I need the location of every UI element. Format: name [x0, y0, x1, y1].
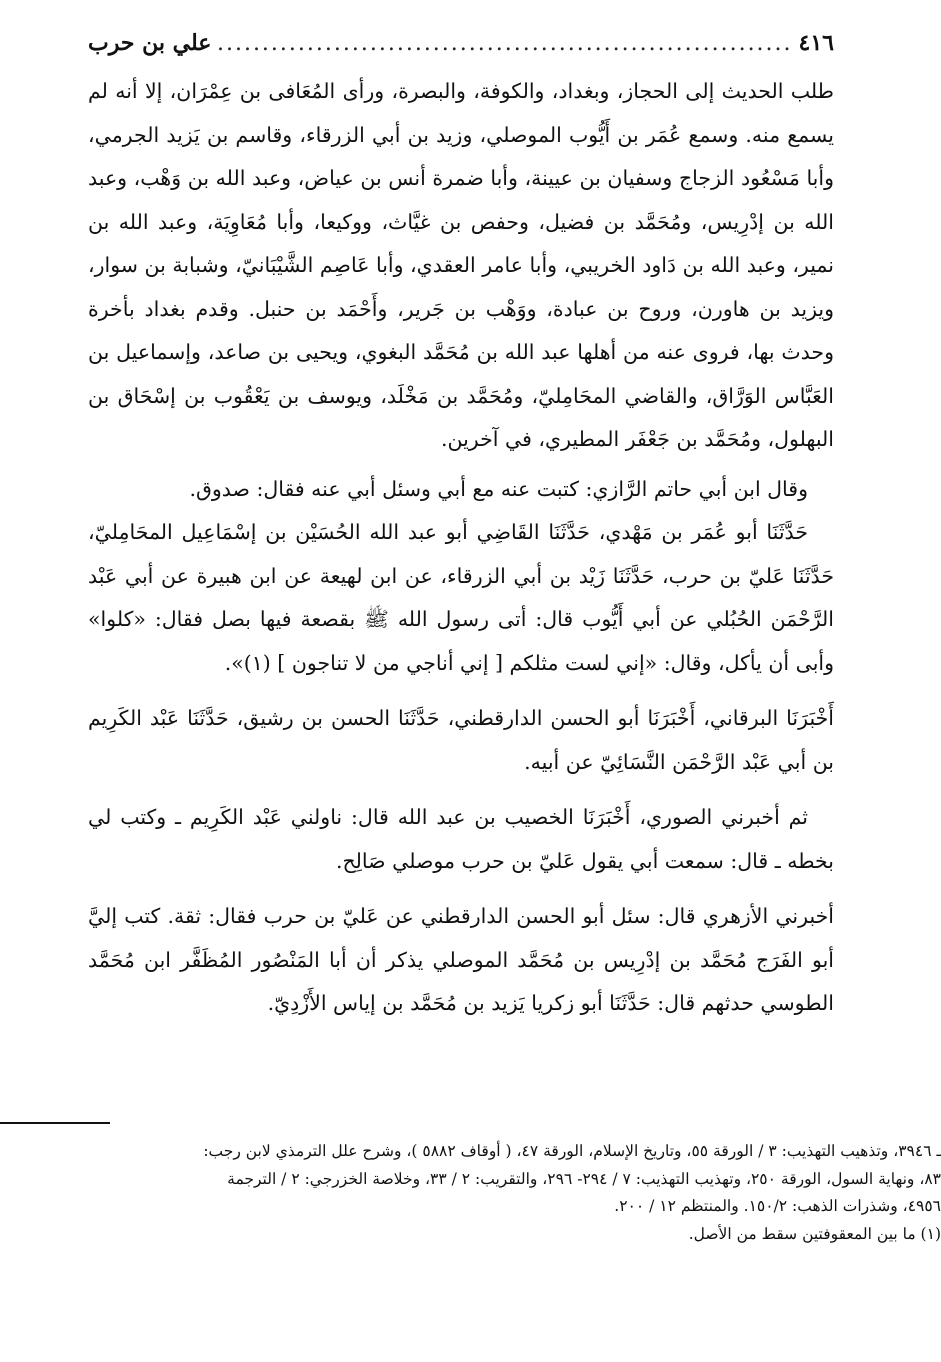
paragraph-azhari: أخبرني الأزهري قال: سئل أبو الحسن الدارقطني عن عَليّ بن حرب فقال: ثقة. كتب إليَّ أبو الفَرَج مُحَمَّد بن إدْرِيس بن مُحَمَّد الموصلي يذكر أن أبا المَنْصُور المُظَفَّر ابن مُحَمَّد الطوسي حدثهم قال: حَدَّثَنَا أبو زكريا يَزيد بن مُحَمَّد بن إياس الأَزْدِيّ. — [88, 904, 834, 1015]
footnote-separator — [0, 1122, 110, 1124]
footnote-sources: ـ ٣٩٤٦، وتذهيب التهذيب: ٣ / الورقة ٥٥، وتاريخ الإسلام، الورقة ٤٧، ( أوقاف ٥٨٨٢ )، وشرح علل الترمذي لابن رجب: ٨٣، ونهاية السول، الورقة ٢٥٠، وتهذيب التهذيب: ٧ / ٢٩٤- ٢٩٦، والتقريب: ٢ / ٣٣، وخلاصة الخزرجي: ٢ / الترجمة ٤٩٥٦، وشذرات الذهب: ١٥٠/٢. والمنتظم ١٢ / ٢٠٠. — [203, 1142, 941, 1215]
paragraph-abu-hatim: وقال ابن أبي حاتم الرَّازي: كتبت عنه مع أبي وسئل أبي عنه فقال: صدوق. — [189, 476, 808, 501]
dotted-leader — [217, 31, 792, 56]
footnotes — [195, 1138, 941, 1248]
paragraph-hadith-onion: حَدَّثَنَا أبو عُمَر بن مَهْدي، حَدَّثَنَا القَاضِي أبو عبد الله الحُسَيْن بن إسْمَاعِيل المحَامِليّ، حَدَّثَنَا عَليّ بن حرب، حَدَّثَنَا زَيْد بن أبي الزرقاء، عن ابن لهيعة عن ابن هبيرة عن أبي عَبْد الرَّحْمَن الحُبُلي عن أبي أَيُّوب قال: أتى رسول الله ﷺ بقصعة فيها بصل فقال: «كلوا» وأبى أن يأكل، وقال: «إني لست مثلكم [ إني أناجي من لا تناجون ] (١)». — [88, 520, 834, 675]
page-number: ٤١٦ — [798, 30, 834, 56]
paragraph-barqani: أَخْبَرَنَا البرقاني، أَخْبَرَنَا أبو الحسن الدارقطني، حَدَّثَنَا الحسن بن رشيق، حَدَّثَنَا عَبْد الكَرِيم بن أبي عَبْد الرَّحْمَن النَّسَائِيّ عن أبيه. — [88, 706, 834, 774]
running-head — [88, 30, 834, 70]
main-text — [88, 70, 834, 1026]
running-title: علي بن حرب — [88, 30, 212, 56]
paragraph-biography: طلب الحديث إلى الحجاز، وبغداد، والكوفة، والبصرة، ورأى المُعَافى بن عِمْرَان، إلا أنه لم يسمع منه. وسمع عُمَر بن أَيُّوب الموصلي، وزيد بن أبي الزرقاء، وقاسم بن يَزيد الجرمي، وأبا مَسْعُود الزجاج وسفيان بن عيينة، وأبا ضمرة أنس بن عياض، وعبد الله بن وَهْب، وعبد الله بن إدْرِيس، ومُحَمَّد بن فضيل، وحفص بن غيَّاث، ووكيعا، وأبا مُعَاوِيَة، وعبد الله بن نمير، وعبد الله بن دَاود الخريبي، وأبا عامر العقدي، وأبا عَاصِم الشَّيْبَانيّ، وشبابة بن سوار، ويزيد بن هاورن، وروح بن عبادة، ووَهْب بن جَرير، وأَحْمَد بن حنبل. وقدم بغداد بأخرة وحدث بها، فروى عنه من أهلها عبد الله بن مُحَمَّد البغوي، ويحيى بن صاعد، وإسماعيل بن العَبَّاس الوَرَّاق، والقاضي المحَامِليّ، ومُحَمَّد بن مَخْلَد، ويوسف بن يَعْقُوب بن إسْحَاق بن البهلول، ومُحَمَّد بن جَعْفَر المطيري، في آخرين. — [88, 79, 834, 451]
footnote-1: (١) ما بين المعقوفتين سقط من الأصل. — [688, 1224, 941, 1243]
paragraph-suri: ثم أخبرني الصوري، أَخْبَرَنَا الخصيب بن عبد الله قال: ناولني عَبْد الكَرِيم ـ وكتب لي بخطه ـ قال: سمعت أبي يقول عَليّ بن حرب موصلي صَالِح. — [88, 805, 834, 873]
book-page — [88, 30, 834, 1026]
